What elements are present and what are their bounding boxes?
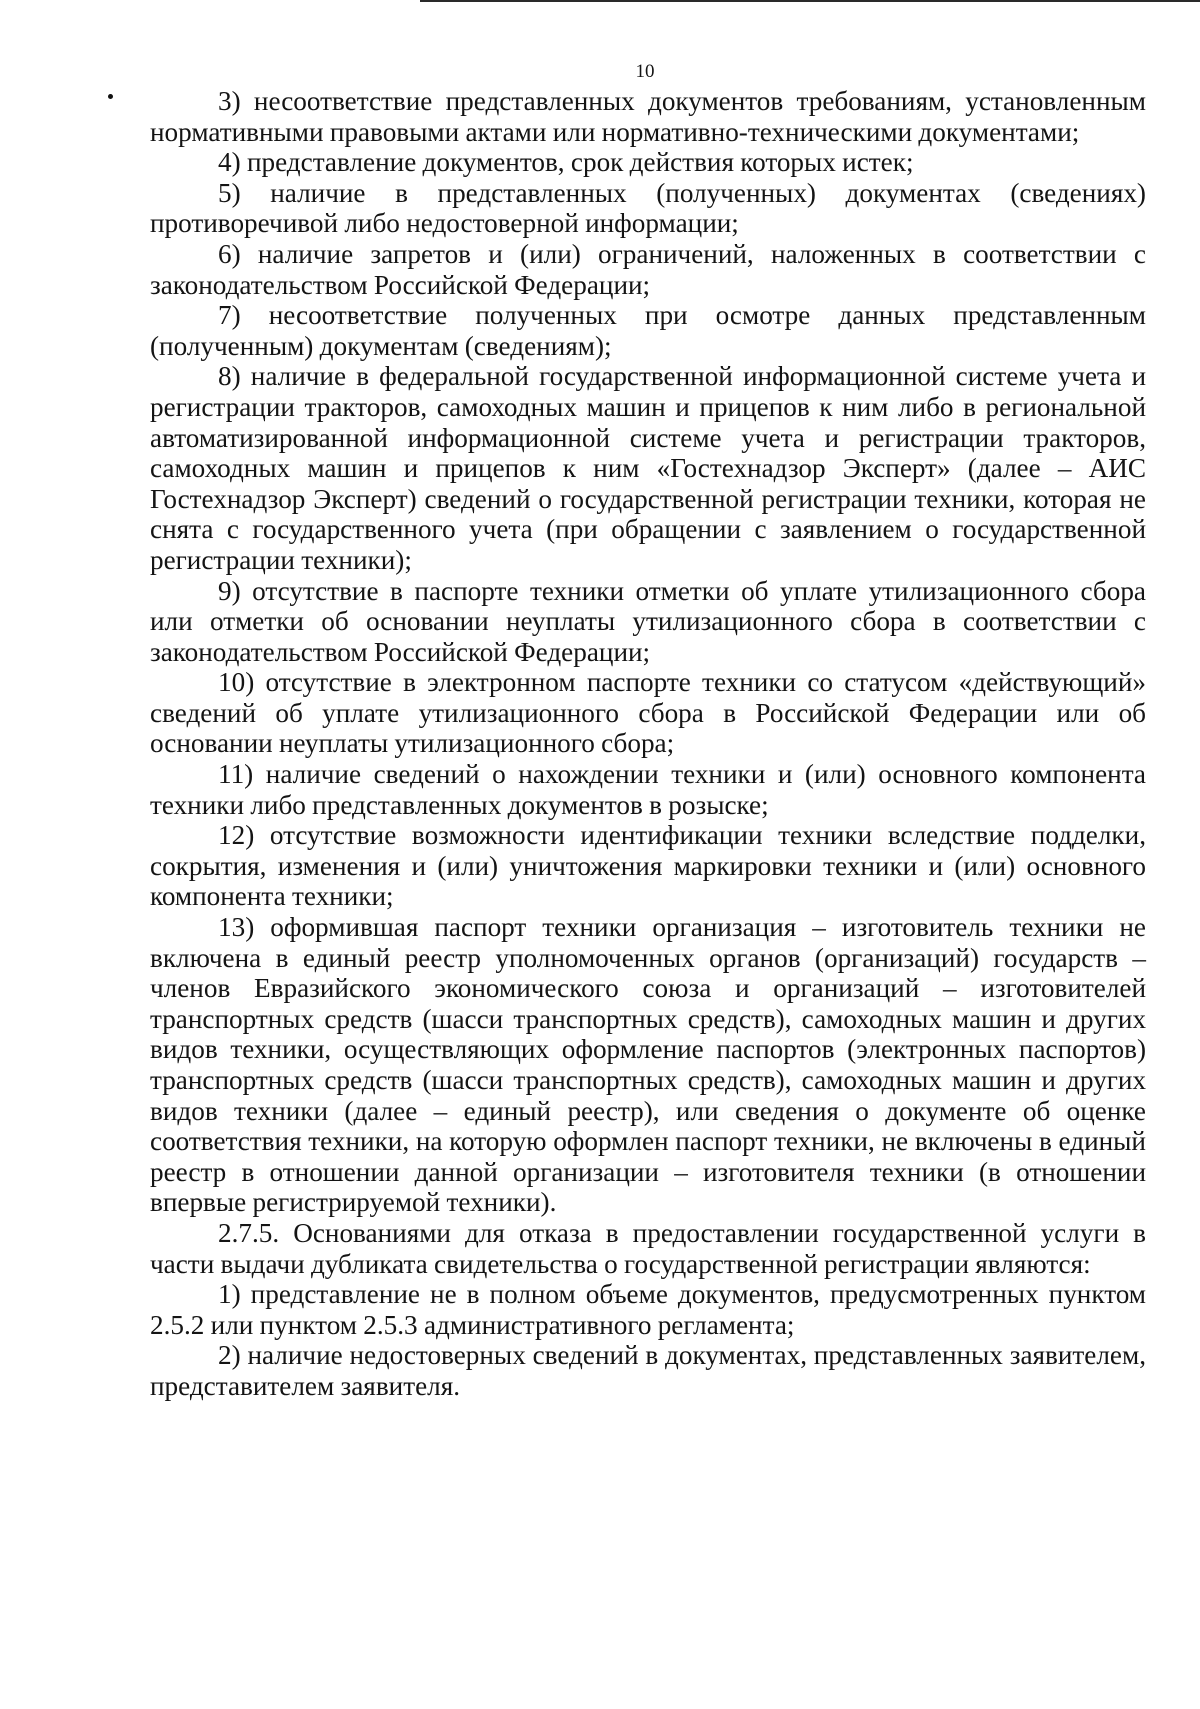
page-number: 10	[635, 61, 655, 82]
section-2-7-5-paragraph: 2.7.5. Основаниями для отказа в предоставлении государственной услуги в части выдачи дубликата свидетельства о государственной регистрации являются:	[150, 1217, 1146, 1279]
document-body	[150, 86, 1146, 1402]
subitem-1-paragraph: 1) представление не в полном объеме документов, предусмотренных пунктом 2.5.2 или пунктом 2.5.3 административного регламента;	[150, 1279, 1146, 1340]
item-10-paragraph: 10) отсутствие в электронном паспорте техники со статусом «действующий» сведений об уплате утилизационного сбора в Российской Федерации или об основании неуплаты утилизационного сбора;	[150, 667, 1146, 759]
item-11-paragraph: 11) наличие сведений о нахождении техники и (или) основного компонента техники либо представленных документов в розыске;	[150, 759, 1146, 820]
item-5-paragraph: 5) наличие в представленных (полученных) документах (сведениях) противоречивой либо недостоверной информации;	[150, 177, 1146, 239]
item-8-paragraph: 8) наличие в федеральной государственной информационной системе учета и регистрации тракторов, самоходных машин и прицепов к ним либо в региональной автоматизированной информационной системе учета и регистрации тракторов, самоходных машин и прицепов к ним «Гостехнадзор Эксперт» (далее – АИС Гостехнадзор Эксперт) сведений о государственной регистрации техники, которая не снята с государственного учета (при обращении с заявлением о государственной регистрации техники);	[150, 361, 1146, 575]
item-7-paragraph: 7) несоответствие полученных при осмотре данных представленным (полученным) документам (сведениям);	[150, 300, 1146, 361]
item-9-paragraph: 9) отсутствие в паспорте техники отметки об уплате утилизационного сбора или отметки об основании неуплаты утилизационного сбора в соответствии с законодательством Российской Федерации;	[150, 575, 1146, 667]
item-3-paragraph: 3) несоответствие представленных документов требованиям, установленным нормативными правовыми актами или нормативно-техническими документами;	[150, 86, 1146, 147]
scan-mark	[108, 94, 113, 99]
top-rule	[420, 0, 1200, 2]
item-4-paragraph: 4) представление документов, срок действия которых истек;	[218, 147, 914, 178]
item-6-paragraph: 6) наличие запретов и (или) ограничений, наложенных в соответствии с законодательством Российской Федерации;	[150, 238, 1146, 300]
subitem-2-paragraph: 2) наличие недостоверных сведений в документах, представленных заявителем, представителем заявителя.	[150, 1340, 1146, 1401]
item-13-paragraph: 13) оформившая паспорт техники организация – изготовитель техники не включена в единый реестр уполномоченных органов (организаций) государств – членов Евразийского экономического союза и организаций – изготовителей транспортных средств (шасси транспортных средств), самоходных машин и других видов техники, осуществляющих оформление паспортов (электронных паспортов) транспортных средств (шасси транспортных средств), самоходных машин и других видов техники (далее – единый реестр), или сведения о документе об оценке соответствия техники, на которую оформлен паспорт техники, не включены в единый реестр в отношении данной организации – изготовителя техники (в отношении впервые регистрируемой техники).	[150, 912, 1146, 1218]
item-12-paragraph: 12) отсутствие возможности идентификации техники вследствие подделки, сокрытия, изменения и (или) уничтожения маркировки техники и (или) основного компонента техники;	[150, 820, 1146, 912]
